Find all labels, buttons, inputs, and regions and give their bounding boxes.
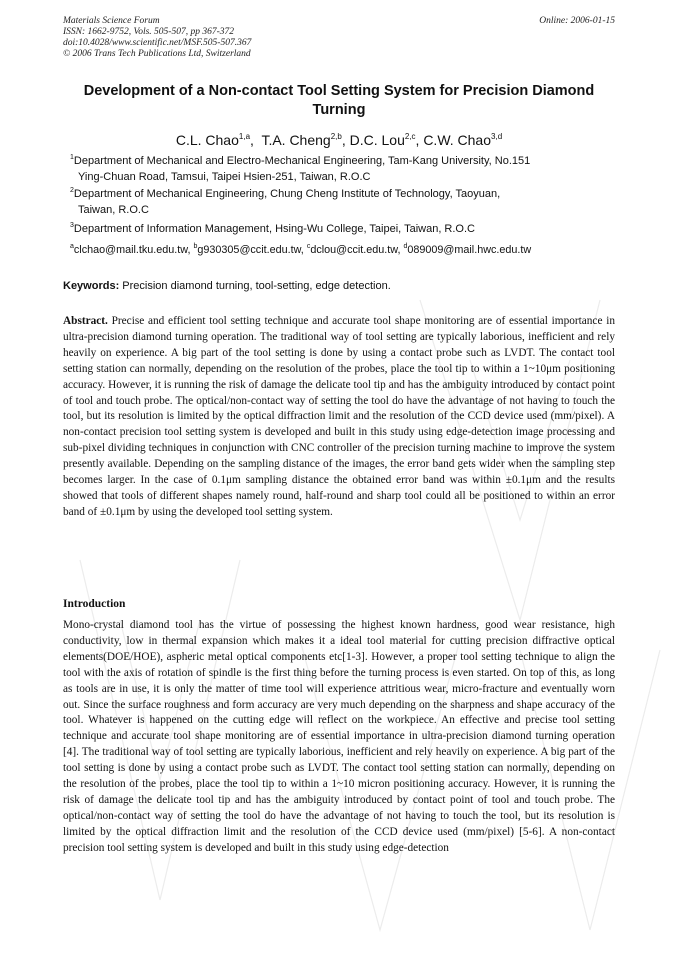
paper-title: Development of a Non-contact Tool Setting System for Precision Diamond Turning <box>83 83 595 118</box>
email-link[interactable]: 089009@mail.hwc.edu.tw <box>407 244 532 256</box>
affiliation-3 <box>70 221 615 237</box>
affiliation-text: Department of Mechanical Engineering, Chung Cheng Institute of Technology, Taoyuan, <box>73 188 501 200</box>
email-link[interactable]: dclou@ccit.edu.tw, <box>310 244 404 256</box>
abstract-label: Abstract. <box>63 315 108 327</box>
affiliation-text: Taiwan, R.O.C <box>78 204 149 216</box>
author-name: T.A. Cheng <box>261 132 331 148</box>
email-mark: d <box>403 243 408 250</box>
email-mark: b <box>193 243 198 250</box>
affiliation-number: 1 <box>70 154 74 161</box>
author-affiliation-mark: 2,c <box>404 132 416 141</box>
abstract-section <box>63 314 615 521</box>
affiliation-text: Ying-Chuan Road, Tamsui, Taipei Hsien-251, Taiwan, R.O.C <box>78 171 371 183</box>
doi-line: doi:10.4028/www.scientific.net/MSF.505-507.367 <box>63 38 252 48</box>
journal-name: Materials Science Forum <box>63 16 160 26</box>
affiliation-number: 2 <box>70 187 74 194</box>
copyright-line: © 2006 Trans Tech Publications Ltd, Switzerland <box>63 49 251 59</box>
email-link[interactable]: clchao@mail.tku.edu.tw, <box>73 244 194 256</box>
email-mark: c <box>306 243 311 250</box>
journal-header <box>63 16 251 60</box>
email-list <box>70 243 615 257</box>
introduction-heading: Introduction <box>63 598 126 610</box>
issn-line: ISSN: 1662-9752, Vols. 505-507, pp 367-372 <box>63 27 234 37</box>
email-link[interactable]: g930305@ccit.edu.tw, <box>197 244 307 256</box>
author-name: C.W. Chao <box>423 132 492 148</box>
affiliation-2 <box>70 186 615 218</box>
author-affiliation-mark: 1,a <box>238 132 251 141</box>
online-date: Online: 2006-01-15 <box>539 16 615 26</box>
keywords-section <box>63 279 615 293</box>
author-list: C.L. Chao$^{1,a}$, T.A. Cheng$^{2,b}$, D.C. Lou$^{2,c}$, C.W. Chao$^{3,d}$ <box>175 132 503 148</box>
affiliation-number: 3 <box>70 222 74 229</box>
abstract-text: Precise and efficient tool setting technique and accurate tool shape monitoring are of essential importance in ultra-precision diamond turning operation. The traditional way of tool setting are typically laborious, inefficient and rely heavily on experience. A big part of the tool setting is done by using a contact probe such as LVDT. The contact tool setting station can normally, depending on the resolution of the probes, place the tool tip to within a 1~10μm positioning accuracy. However, it is running the risk of damage the delicate tool tip and has the ambiguity introduced by contact point of tool and touch probe. The optical/non-contact way of setting the tool do have the advantage of not having to touch the tool, but its resolution is limited by the optical diffraction limit and the resolution of the CCD device used (mm/pixel). A non-contact precision tool setting system is developed and built in this study using edge-detection image processing and sub-pixel dividing techniques in conjunction with CNC controller of the precision turning machine to improve the system presently available. Depending on the sampling distance of the images, the error band gets wider when the sampling step becomes larger. In the case of 0.1μm sampling distance the obtained error band was within ±0.1μm and the results showed that tools of different shapes namely round, half-round and sharp tool could all be positioned to within an error band of ±0.1μm by using the developed tool setting system. <box>63 315 615 518</box>
affiliation-1 <box>70 153 615 185</box>
author-affiliation-mark: 2,b <box>330 132 342 141</box>
keywords-text: Precision diamond turning, tool-setting, edge detection. <box>119 280 391 292</box>
affiliation-text: Department of Information Management, Hsing-Wu College, Taipei, Taiwan, R.O.C <box>73 223 475 235</box>
email-mark: a <box>70 243 74 250</box>
keywords-label: Keywords: <box>63 280 120 292</box>
author-name: D.C. Lou <box>349 132 405 148</box>
affiliation-text: Department of Mechanical and Electro-Mechanical Engineering, Tam-Kang University, No.151 <box>73 155 531 167</box>
author-affiliation-mark: 3,d <box>491 132 503 141</box>
author-name: C.L. Chao <box>175 132 239 148</box>
introduction-text: Mono-crystal diamond tool has the virtue of possessing the highest known hardness, good wear resistance, high conductivity, low in thermal expansion which makes it a ideal tool material for cutting precision diffractive optical elements(DOE/HOE), aspheric metal optical components etc[1-3]. However, a proper tool setting technique to align the tool with the axis of rotation of spindle is the first thing before the turning process is even started. On top of this, as long as tools are in use, it is only the matter of time tool will experience attritious wear, micro-fracture and eventually worn out. Since the surface roughness and form accuracy are very much depending on the sharpness and shape accuracy of the tool. Whatever is happened on the cutting edge will reflect on the workpiece. An effective and precise tool setting technique and accurate tool shape monitoring are of essential importance in ultra-precision diamond turning operation [4]. The traditional way of tool setting are typically laborious, inefficient and rely heavily on experience. A big part of the tool setting is done by using a contact probe such as LVDT. The contact tool setting station can normally, depending on the resolution of the probes, place the tool tip to within a 1~10 micron positioning accuracy. However, it is running the risk of damage the delicate tool tip and has the ambiguity introduced by contact point of tool and touch probe. The optical/non-contact way of setting the tool do have the advantage of not having to touch the tool, but its resolution is limited by the optical diffraction limit and the resolution of the CCD device used (mm/pixel) [5-6]. A non-contact precision tool setting system is developed and built in this study using edge-detection <box>63 619 615 854</box>
